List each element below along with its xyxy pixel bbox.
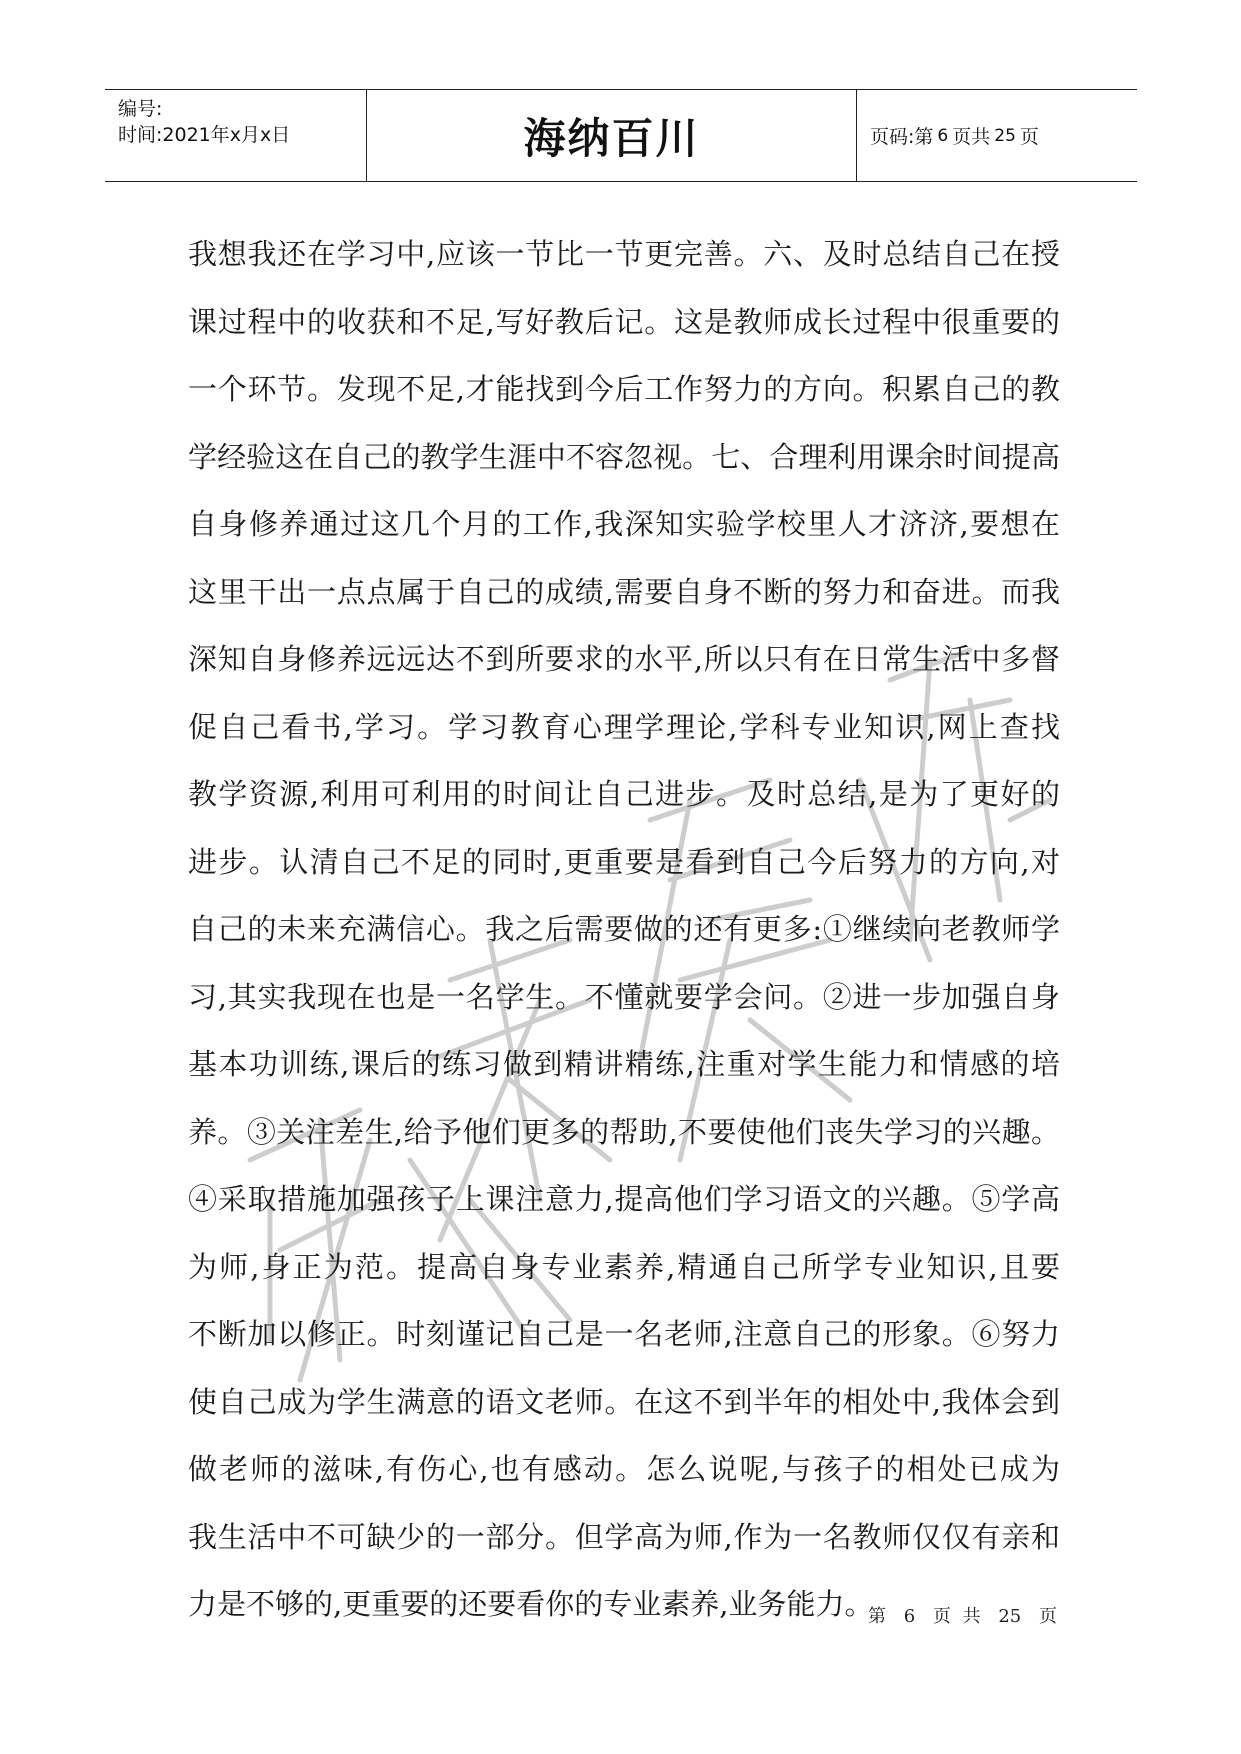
body-line: 进步。认清自己不足的同时,更重要是看到自己今后努力的方向,对 <box>188 844 1060 879</box>
footer-mid: 页 共 <box>932 1606 981 1627</box>
footer-current: 6 <box>903 1606 916 1627</box>
body-line: 促自己看书,学习。学习教育心理学理论,学科专业知识,网上查找 <box>188 709 1060 744</box>
body-line: 这里干出一点点属于自己的成绩,需要自身不断的努力和奋进。而我 <box>188 574 1060 609</box>
body-line: 自己的未来充满信心。我之后需要做的还有更多:①继续向老教师学 <box>188 912 1060 946</box>
body-line: 一个环节。发现不足,才能找到今后工作努力的方向。积累自己的教 <box>188 372 1060 406</box>
body-line: 深知自身修养远远达不到所要求的水平,所以只有在日常生活中多督 <box>188 642 1060 676</box>
body-line: 我想我还在学习中,应该一节比一节更完善。六、及时总结自己在授 <box>188 237 1060 271</box>
serial-label: 编号: <box>118 98 163 120</box>
page-total: 25 <box>994 125 1016 146</box>
page-prefix: 页码:第 <box>870 126 934 148</box>
body-line: 为师,身正为范。提高自身专业素养,精通自己所学专业知识,且要 <box>188 1249 1060 1284</box>
body-line: 养。③关注差生,给予他们更多的帮助,不要使他们丧失学习的兴趣。 <box>188 1114 1060 1149</box>
body-line: 自身修养通过这几个月的工作,我深知实验学校里人才济济,要想在 <box>188 507 1060 541</box>
body-line: 教学资源,利用可利用的时间让自己进步。及时总结,是为了更好的 <box>188 777 1060 811</box>
company-title: 海纳百川 <box>367 90 857 181</box>
footer-prefix: 第 <box>867 1606 886 1627</box>
footer-suffix: 页 <box>1039 1606 1057 1627</box>
header-meta <box>105 90 367 181</box>
body-line: 不断加以修正。时刻谨记自己是一名老师,注意自己的形象。⑥努力 <box>188 1317 1060 1351</box>
body-line: 习,其实我现在也是一名学生。不懂就要学会问。②进一步加强自身 <box>188 979 1060 1014</box>
body-line: 做老师的滋味,有伤心,也有感动。怎么说呢,与孩子的相处已成为 <box>188 1452 1060 1486</box>
body-line: 基本功训练,课后的练习做到精讲精练,注重对学生能力和情感的培 <box>188 1047 1060 1081</box>
body-line: ④采取措施加强孩子上课注意力,提高他们学习语文的兴趣。⑤学高 <box>188 1182 1060 1216</box>
page-mid: 页共 <box>952 126 991 148</box>
page-suffix: 页 <box>1019 126 1039 148</box>
time-label: 时间:2021年x月x日 <box>118 124 291 146</box>
page-current: 6 <box>937 125 949 146</box>
footer-total: 25 <box>998 1606 1022 1627</box>
page-header <box>105 89 1137 182</box>
body-line: 我生活中不可缺少的一部分。但学高为师,作为一名教师仅仅有亲和 <box>188 1519 1060 1554</box>
body-line: 课过程中的收获和不足,写好教后记。这是教师成长过程中很重要的 <box>188 304 1060 339</box>
body-line: 学经验这在自己的教学生涯中不容忽视。七、合理利用课余时间提高 <box>188 439 1060 474</box>
page-footer <box>862 1602 1057 1628</box>
body-line: 力是不够的,更重要的还要看你的专业素养,业务能力。 <box>188 1587 874 1621</box>
body-line: 使自己成为学生满意的语文老师。在这不到半年的相处中,我体会到 <box>188 1384 1060 1419</box>
header-page-number <box>857 90 1137 181</box>
body-text <box>188 221 1060 1639</box>
